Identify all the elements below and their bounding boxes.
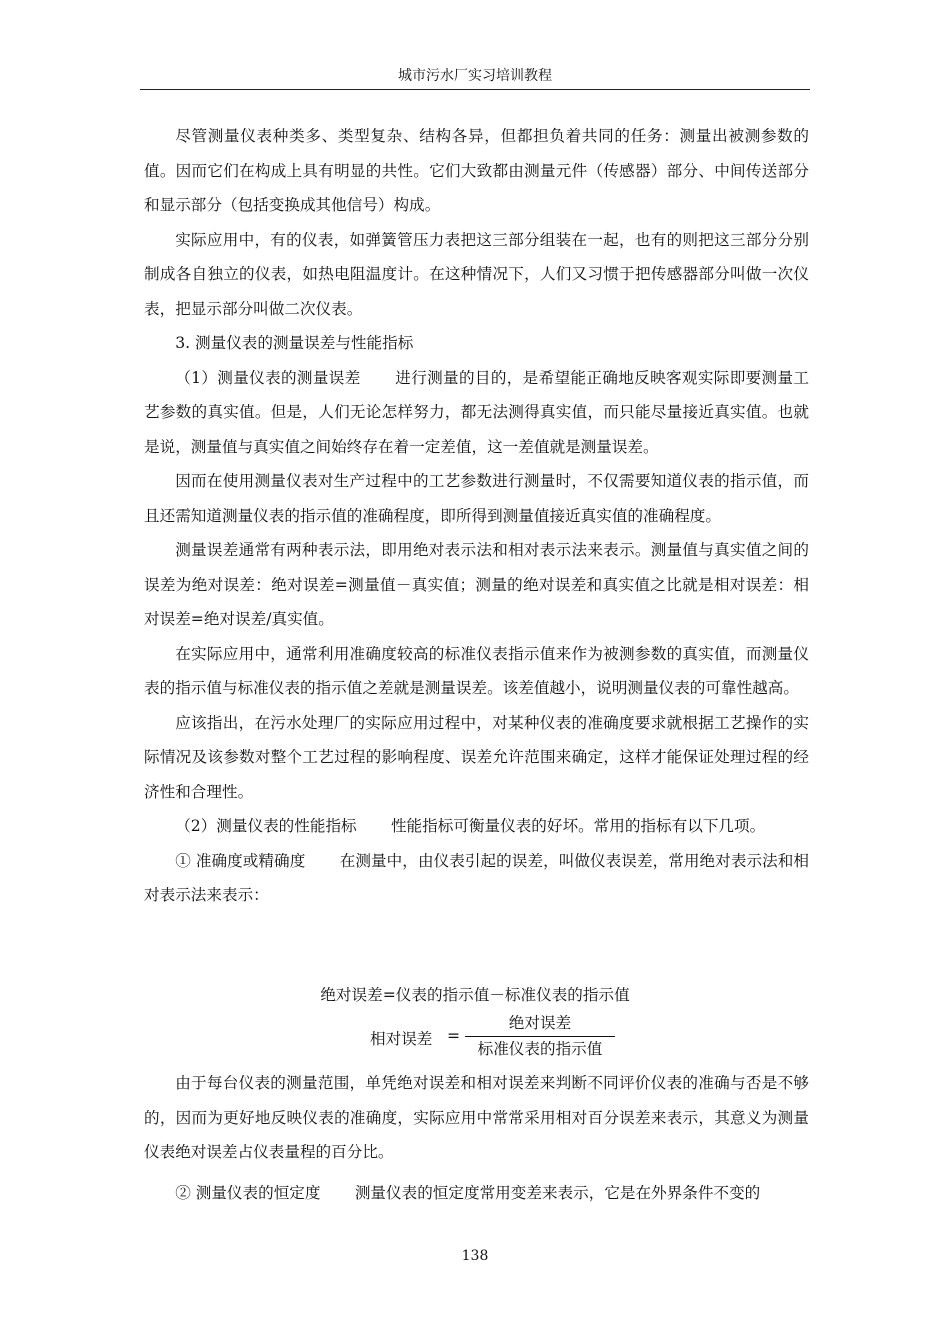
- text-block-top: [144, 119, 809, 913]
- paragraph: 实际应用中，有的仪表，如弹簧管压力表把这三部分组装在一起，也有的则把这三部分分别制成各自独立的仪表，如热电阻温度计。在这种情况下，人们又习惯于把传感器部分叫做一次仪表，把显示部分叫做二次仪表。: [144, 230, 809, 318]
- subsection-title: （1）测量仪表的测量误差: [175, 368, 361, 387]
- subsection-title: （2）测量仪表的性能指标: [175, 817, 357, 835]
- paragraph: 应该指出，在污水处理厂的实际应用过程中，对某种仪表的准确度要求就根据工艺操作的实际情况及该参数对整个工艺过程的影响程度、误差允许范围来确定，这样才能保证处理过程的经济性和合理性。: [144, 713, 809, 801]
- item-title: ② 测量仪表的恒定度: [175, 1183, 321, 1202]
- subsection-text: 性能指标可衡量仪表的好坏。常用的指标有以下几项。: [390, 817, 766, 835]
- page-number: 138: [461, 1248, 489, 1264]
- item-title: ① 准确度或精确度: [175, 851, 306, 870]
- subsection-paragraph: [144, 361, 809, 465]
- item-paragraph: [144, 844, 809, 913]
- header-rule: [140, 89, 810, 90]
- paragraph: 在实际应用中，通常利用准确度较高的标准仪表指示值来作为被测参数的真实值，而测量仪表的指示值与标准仪表的指示值之差就是测量误差。该差值越小，说明测量仪表的可靠性越高。: [144, 644, 809, 697]
- paragraph: 测量误差通常有两种表示法，即用绝对表示法和相对表示法来表示。测量值与真实值之间的误差为绝对误差：绝对误差=测量值－真实值；测量的绝对误差和真实值之比就是相对误差：相对误差=绝对误差/真实值。: [144, 541, 809, 628]
- subsection-paragraph: [144, 809, 809, 844]
- running-header: 城市污水厂实习培训教程: [398, 68, 552, 84]
- item-text: 在测量中，由仪表引起的误差，叫做仪表误差，常用绝对表示法和相对表示法来表示：: [144, 851, 809, 904]
- subsection-text: 进行测量的目的，是希望能正确地反映客观实际即要测量工艺参数的真实值。但是，人们无论怎样努力，都无法测得真实值，而只能尽量接近真实值。也就是说，测量值与真实值之间始终存在着一定差值，这一差值就是测量误差。: [144, 368, 809, 456]
- item-paragraph: [144, 1176, 809, 1211]
- formula-lhs: 相对误差: [370, 1030, 433, 1048]
- formula-equals: =: [447, 1027, 461, 1045]
- formula-absolute-error: 绝对误差=仪表的指示值－标准仪表的指示值: [320, 986, 630, 1004]
- paragraph: 因而在使用测量仪表对生产过程中的工艺参数进行测量时，不仅需要知道仪表的指示值，而且还需知道测量仪表的指示值的准确程度，即所得到测量值接近真实值的准确程度。: [144, 472, 809, 525]
- fraction-bar: [465, 1036, 615, 1037]
- paragraph: 尽管测量仪表种类多、类型复杂、结构各异，但都担负着共同的任务：测量出被测参数的值。因而它们在构成上具有明显的共性。它们大致都由测量元件（传感器）部分、中间传送部分和显示部分（包括变换成其他信号）构成。: [144, 127, 809, 214]
- item-text: 测量仪表的恒定度常用变差来表示，它是在外界条件不变的: [354, 1183, 761, 1202]
- fraction: [465, 1012, 615, 1060]
- text-block-bottom: [144, 1066, 809, 1210]
- section-heading: 3. 测量仪表的测量误差与性能指标: [175, 334, 414, 352]
- fraction-numerator: 绝对误差: [508, 1014, 572, 1032]
- fraction-denominator: 标准仪表的指示值: [477, 1040, 603, 1058]
- paragraph: 由于每台仪表的测量范围，单凭绝对误差和相对误差来判断不同评价仪表的准确与否是不够的，因而为更好地反映仪表的准确度，实际应用中常常采用相对百分误差来表示，其意义为测量仪表绝对误差占仪表量程的百分比。: [144, 1074, 809, 1161]
